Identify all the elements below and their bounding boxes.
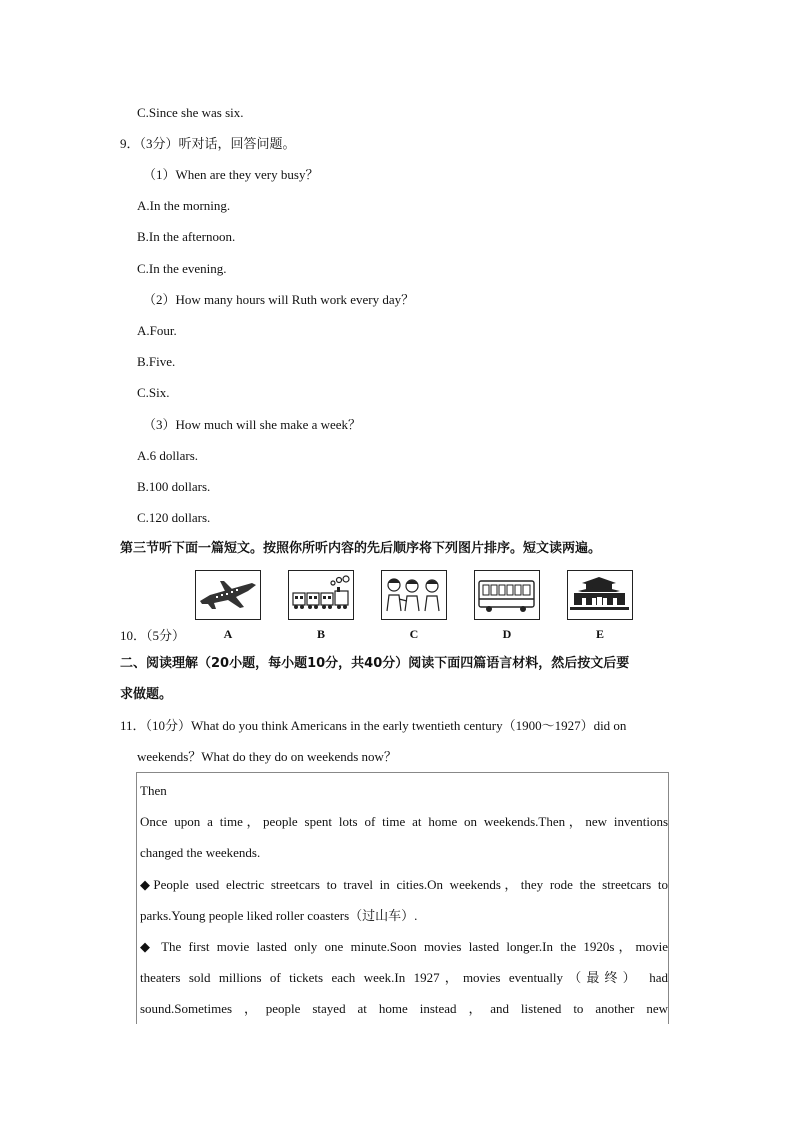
q9-sub2-option-c: C.Six. <box>137 385 170 400</box>
picture-a <box>195 570 261 620</box>
picture-b <box>288 570 354 620</box>
passage-line: changed the weekends. <box>140 845 261 860</box>
q10-stem: 10．（5分） <box>120 628 186 643</box>
q11-stem: 11．（10分）What do you think Americans in the early twentieth century（1900～1927）did on <box>120 718 627 733</box>
people-icon <box>382 571 445 618</box>
picture-c-label: C <box>409 627 419 641</box>
q9-sub1-question: （1）When are they very busy？ <box>143 167 319 182</box>
q9-sub1-option-b: B.In the afternoon. <box>137 229 236 244</box>
q9-stem: 9．（3分）听对话，回答问题。 <box>120 136 296 151</box>
passage-line: sound.Sometimes ，people stayed at home instead ，and listened to another new <box>140 1001 668 1016</box>
picture-d <box>474 570 540 620</box>
picture-a-label: A <box>223 627 233 641</box>
q9-sub2-option-a: A.Four. <box>137 323 177 338</box>
picture-c <box>381 570 447 620</box>
passage-line: parks.Young people liked roller coasters（过山车）. <box>140 908 418 923</box>
q9-sub1-option-a: A.In the morning. <box>137 198 231 213</box>
airplane-icon <box>196 571 259 618</box>
q9-sub3-option-a: A.6 dollars. <box>137 448 199 463</box>
passage-line: ◆ The first movie lasted only one minute.Soon movies lasted longer.In the 1920s，movie <box>140 939 668 954</box>
train-icon <box>289 571 352 618</box>
picture-b-label: B <box>316 627 325 641</box>
passage-title: Then <box>140 783 167 798</box>
q9-sub2-option-b: B.Five. <box>137 354 176 369</box>
section3-heading: 第三节听下面一篇短文。按照你所听内容的先后顺序将下列图片排序。短文读两遍。 <box>120 541 602 556</box>
q11-stem-cont: weekends？What do they do on weekends now？ <box>137 749 397 764</box>
q9-sub2-question: （2）How many hours will Ruth work every day？ <box>143 292 415 307</box>
tiananmen-icon <box>568 571 631 618</box>
passage-line: Once upon a time，people spent lots of time at home on weekends.Then，new inventions <box>140 814 668 829</box>
picture-e <box>567 570 633 620</box>
bus-icon <box>475 571 538 618</box>
part2-heading: 二、阅读理解（20小题，每小题10分，共40分）阅读下面四篇语言材料，然后按文后要 <box>120 656 630 671</box>
q9-sub1-option-c: C.In the evening. <box>137 261 227 276</box>
q9-sub3-option-c: C.120 dollars. <box>137 510 211 525</box>
picture-row <box>195 570 635 642</box>
q9-sub3-question: （3）How much will she make a week？ <box>143 417 362 432</box>
passage-line: theaters sold millions of tickets each week.In 1927，movies eventually（最终） had <box>140 970 668 985</box>
reading-passage-box <box>136 772 669 1024</box>
picture-d-label: D <box>502 627 512 641</box>
q8-option-c: C.Since she was six. <box>137 105 244 120</box>
q9-sub3-option-b: B.100 dollars. <box>137 479 211 494</box>
picture-e-label: E <box>595 627 604 641</box>
passage-line: ◆People used electric streetcars to travel in cities.On weekends，they rode the streetcars to <box>140 877 668 892</box>
part2-heading-cont: 求做题。 <box>120 687 173 702</box>
